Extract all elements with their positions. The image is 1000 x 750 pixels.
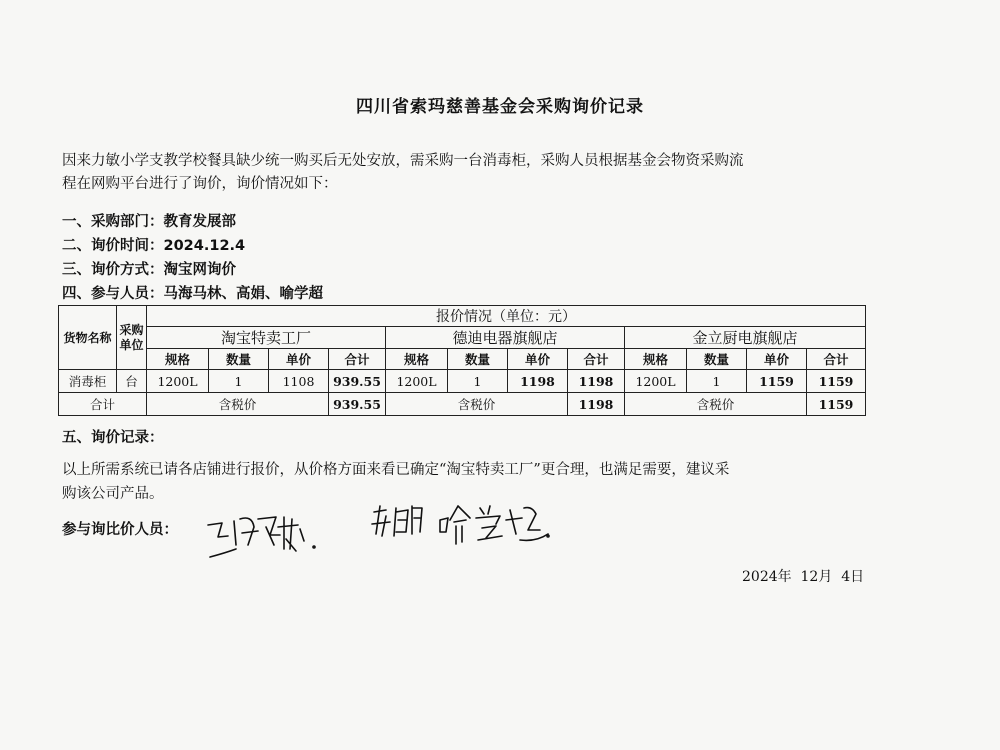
sub-header-price: 单价 [747,349,807,370]
cell-qty: 1 [209,370,269,393]
cell-spec: 1200L [386,370,448,393]
header-goods: 货物名称 [59,306,117,370]
cell-total: 939.55 [329,370,386,393]
sub-header-price: 单价 [508,349,568,370]
sub-header-total: 合计 [568,349,625,370]
header-quote: 报价情况（单位：元） [147,306,866,327]
document-title: 四川省索玛慈善基金会采购询价记录 [356,97,644,117]
info-department: 一、采购部门：教育发展部 [62,214,236,230]
total-label: 合计 [59,393,147,416]
tax-label: 含税价 [386,393,568,416]
sub-header-qty: 数量 [687,349,747,370]
signature-gao-juan [368,498,428,543]
cell-spec: 1200L [625,370,687,393]
tax-label: 含税价 [625,393,807,416]
info-method: 三、询价方式：淘宝网询价 [62,262,236,278]
intro-line-1: 因来力敏小学支教学校餐具缺少统一购买后无处安放，需采购一台消毒柜，采购人员根据基金会物资采购流 [62,153,744,169]
sub-header-spec: 规格 [386,349,448,370]
info-participants: 四、参与人员：马海马林、高娟、喻学超 [62,286,323,302]
cell-price: 1159 [747,370,807,393]
store-name-1: 淘宝特卖工厂 [147,327,386,349]
signature-yu-xue-chao [436,496,556,551]
section-5-heading: 五、询价记录： [62,430,164,446]
cell-total: 1198 [568,370,625,393]
total-value: 1159 [807,393,866,416]
cell-total: 1159 [807,370,866,393]
sub-header-spec: 规格 [147,349,209,370]
document-date: 2024年 12月 4日 [742,569,865,585]
cell-price: 1108 [269,370,329,393]
cell-qty: 1 [687,370,747,393]
info-list [62,210,323,306]
total-row [59,393,866,416]
intro-line-2: 程在网购平台进行了询价，询价情况如下： [62,176,338,192]
table-row [59,370,866,393]
info-date: 二、询价时间：2024.12.4 [62,238,246,254]
total-value: 1198 [568,393,625,416]
record-line-2: 购该公司产品。 [62,486,164,502]
store-name-2: 德迪电器旗舰店 [386,327,625,349]
sub-header-total: 合计 [329,349,386,370]
sub-header-total: 合计 [807,349,866,370]
signature-ma-hai-ma-lin [200,505,325,565]
total-value: 939.55 [329,393,386,416]
store-name-3: 金立厨电旗舰店 [625,327,866,349]
cell-price: 1198 [508,370,568,393]
signature-label: 参与询比价人员： [62,522,178,538]
cell-spec: 1200L [147,370,209,393]
sub-header-spec: 规格 [625,349,687,370]
tax-label: 含税价 [147,393,329,416]
sub-header-qty: 数量 [448,349,508,370]
cell-qty: 1 [448,370,508,393]
header-unit: 采购单位 [117,306,147,370]
intro-paragraph [62,150,882,196]
sub-header-price: 单价 [269,349,329,370]
sub-header-qty: 数量 [209,349,269,370]
cell-goods: 消毒柜 [59,370,117,393]
quote-table [58,305,866,416]
record-line-1: 以上所需系统已请各店铺进行报价，从价格方面来看已确定“淘宝特卖工厂”更合理，也满足需要，建议采 [62,462,730,478]
cell-unit: 台 [117,370,147,393]
